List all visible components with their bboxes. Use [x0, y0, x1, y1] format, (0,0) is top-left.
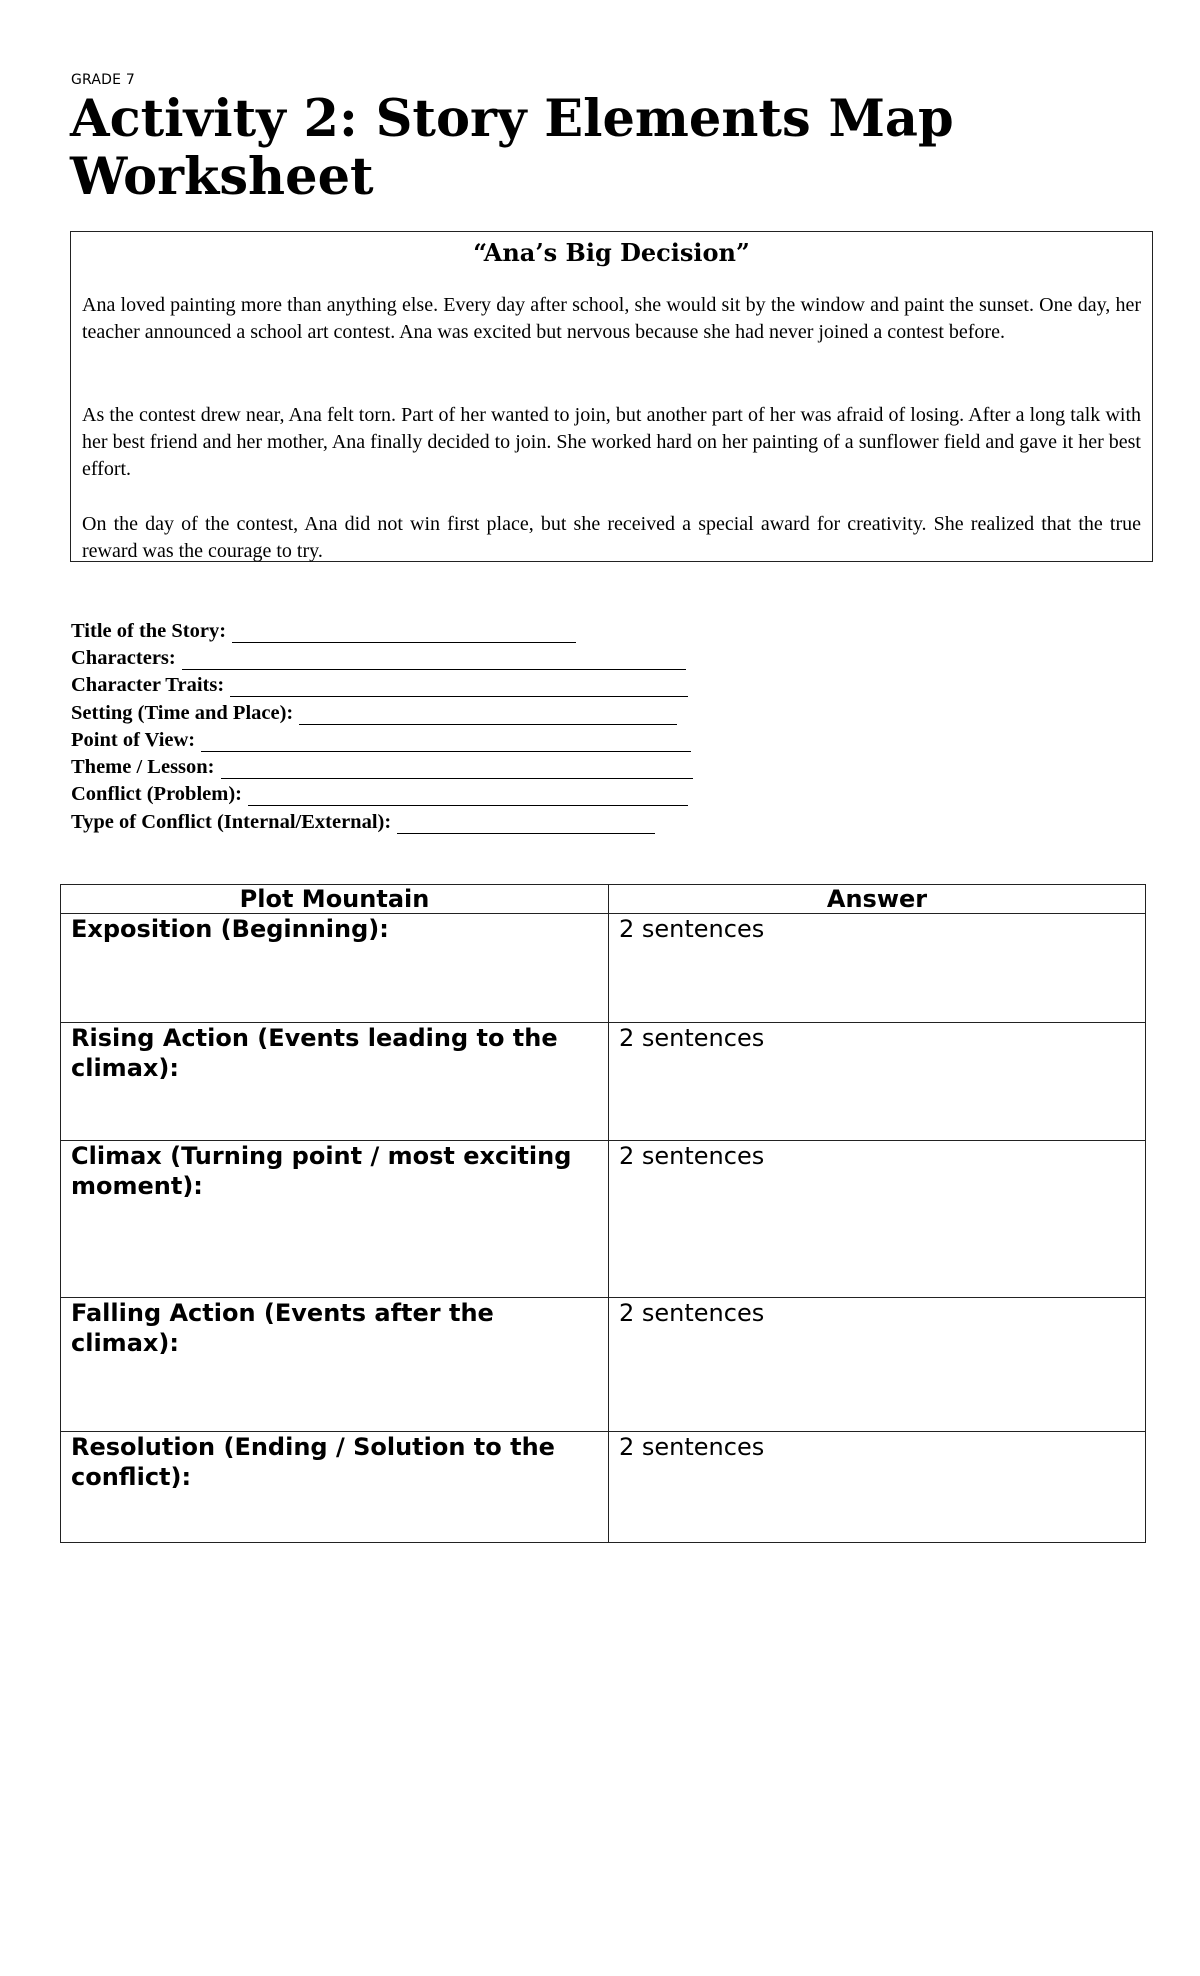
field-label: Title of the Story:: [71, 620, 227, 642]
field-label: Setting (Time and Place):: [71, 702, 294, 724]
table-row-falling-action: [61, 1298, 1146, 1432]
table-header-row: [61, 885, 1146, 914]
plot-stage-label: Climax (Turning point / most exciting moment):: [61, 1141, 609, 1298]
table-row-exposition: [61, 914, 1146, 1023]
answer-blank[interactable]: [299, 705, 677, 725]
field-title-of-story: [71, 617, 576, 643]
column-header-answer: Answer: [609, 885, 1146, 914]
field-characters: [71, 644, 686, 670]
field-character-traits: [71, 671, 688, 697]
field-label: Type of Conflict (Internal/External):: [71, 811, 392, 833]
field-label: Characters:: [71, 647, 176, 669]
answer-blank[interactable]: [230, 677, 688, 697]
field-label: Theme / Lesson:: [71, 756, 215, 778]
story-paragraph-1: Ana loved painting more than anything else. Every day after school, she would sit by the window and paint the sunset. One day, her teacher announced a school art contest. Ana was excited but nervous because she had never joined a contest before.: [82, 294, 1141, 343]
field-label: Character Traits:: [71, 674, 225, 696]
answer-cell[interactable]: 2 sentences: [609, 1141, 1146, 1298]
grade-label: GRADE 7: [71, 72, 135, 88]
plot-stage-label: Exposition (Beginning):: [61, 914, 609, 1023]
table-row-resolution: [61, 1432, 1146, 1543]
story-box: [70, 231, 1153, 562]
answer-cell[interactable]: 2 sentences: [609, 1298, 1146, 1432]
field-setting: [71, 699, 677, 725]
story-title: “Ana’s Big Decision”: [473, 238, 750, 267]
table-row-rising-action: [61, 1023, 1146, 1141]
table-row-climax: [61, 1141, 1146, 1298]
answer-cell[interactable]: 2 sentences: [609, 914, 1146, 1023]
answer-blank[interactable]: [221, 759, 693, 779]
field-label: Conflict (Problem):: [71, 783, 242, 805]
answer-cell[interactable]: 2 sentences: [609, 1432, 1146, 1543]
field-point-of-view: [71, 726, 691, 752]
column-header-plot-mountain: Plot Mountain: [61, 885, 609, 914]
answer-blank[interactable]: [182, 650, 686, 670]
answer-blank[interactable]: [397, 814, 655, 834]
answer-blank[interactable]: [248, 786, 688, 806]
field-conflict: [71, 780, 688, 806]
plot-stage-label: Rising Action (Events leading to the climax):: [61, 1023, 609, 1141]
answer-cell[interactable]: 2 sentences: [609, 1023, 1146, 1141]
plot-mountain-table: [60, 884, 1146, 1543]
field-theme-lesson: [71, 753, 693, 779]
field-label: Point of View:: [71, 729, 196, 751]
plot-stage-label: Resolution (Ending / Solution to the conflict):: [61, 1432, 609, 1543]
plot-stage-label: Falling Action (Events after the climax):: [61, 1298, 609, 1432]
field-type-of-conflict: [71, 808, 655, 834]
story-paragraph-2: As the contest drew near, Ana felt torn. Part of her wanted to join, but another part of her was afraid of losing. After a long talk with her best friend and her mother, Ana finally decided to join. She worked hard on her painting of a sunflower field and gave it her best effort.: [82, 404, 1141, 480]
page-title: Activity 2: Story Elements Map Worksheet: [70, 89, 954, 207]
story-paragraph-3: On the day of the contest, Ana did not win first place, but she received a special award for creativity. She realized that the true reward was the courage to try.: [82, 513, 1141, 562]
answer-blank[interactable]: [201, 732, 691, 752]
answer-blank[interactable]: [232, 623, 576, 643]
